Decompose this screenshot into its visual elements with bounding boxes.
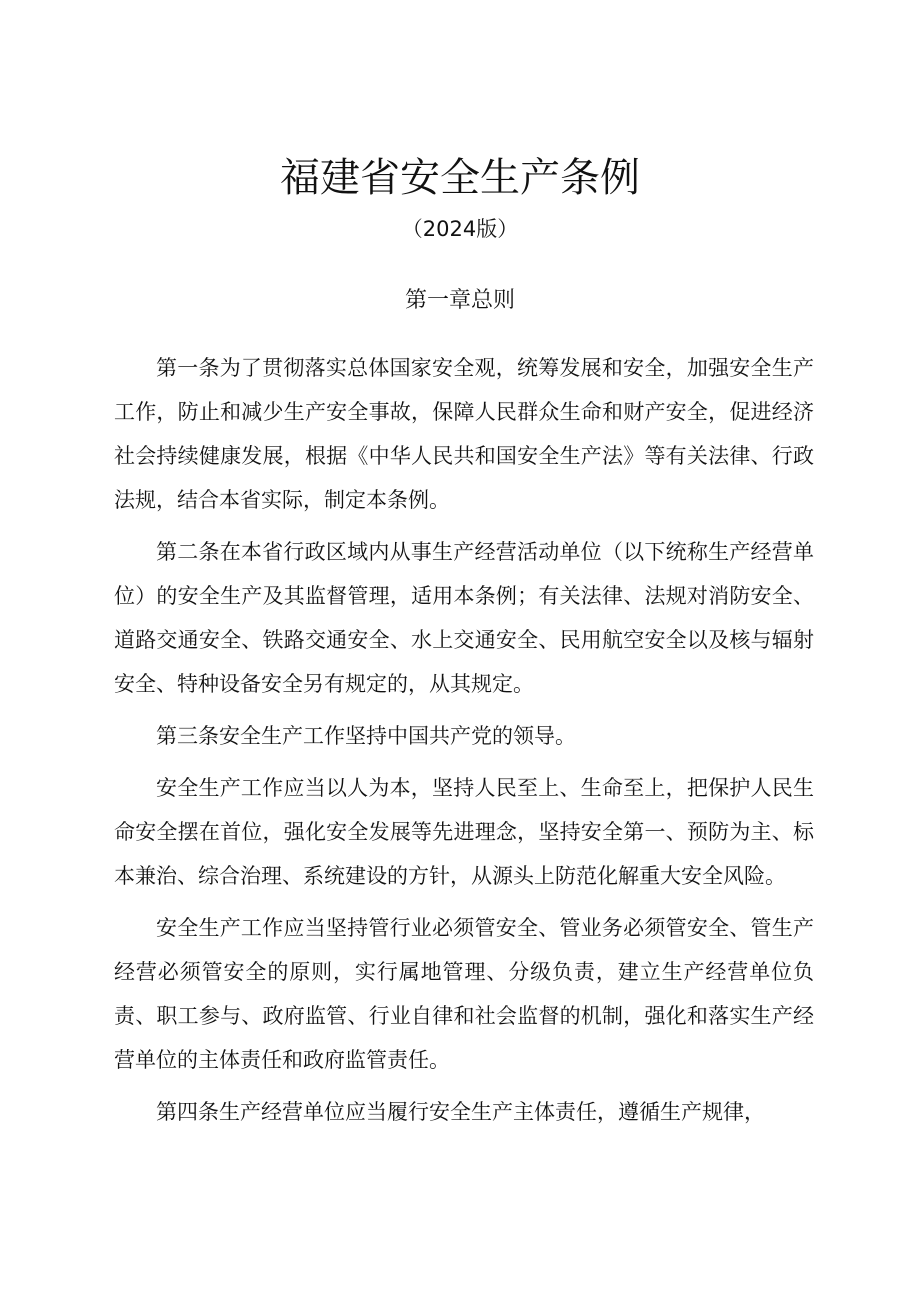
paragraph-article-3-clause-2: 安全生产工作应当以人为本，坚持人民至上、生命至上，把保护人民生命安全摆在首位，强化安全发展等先进理念，坚持安全第一、预防为主、标本兼治、综合治理、系统建设的方针，从源头上防范化解重大安全风险。 xyxy=(114,776,814,888)
document-title: 福建省安全生产条例 xyxy=(280,155,640,201)
paragraph-article-3: 第三条安全生产工作坚持中国共产党的领导。 xyxy=(156,724,576,748)
paragraph-article-2: 第二条在本省行政区域内从事生产经营活动单位（以下统称生产经营单位）的安全生产及其监督管理，适用本条例；有关法律、法规对消防安全、道路交通安全、铁路交通安全、水上交通安全、民用航空安全以及核与辐射安全、特种设备安全另有规定的，从其规定。 xyxy=(114,540,814,696)
chapter-heading: 第一章总则 xyxy=(404,288,515,313)
paragraph-article-4: 第四条生产经营单位应当履行安全生产主体责任，遵循生产规律， xyxy=(156,1100,765,1124)
document-body xyxy=(114,346,814,1142)
document-subtitle: （2024版） xyxy=(401,217,519,241)
paragraph-article-1: 第一条为了贯彻落实总体国家安全观，统筹发展和安全，加强安全生产工作，防止和减少生产安全事故，保障人民群众生命和财产安全，促进经济社会持续健康发展，根据《中华人民共和国安全生产法》等有关法律、行政法规，结合本省实际，制定本条例。 xyxy=(114,356,814,512)
paragraph-article-3-clause-3: 安全生产工作应当坚持管行业必须管安全、管业务必须管安全、管生产经营必须管安全的原则，实行属地管理、分级负责，建立生产经营单位负责、职工参与、政府监管、行业自律和社会监督的机制，强化和落实生产经营单位的主体责任和政府监管责任。 xyxy=(114,916,814,1072)
